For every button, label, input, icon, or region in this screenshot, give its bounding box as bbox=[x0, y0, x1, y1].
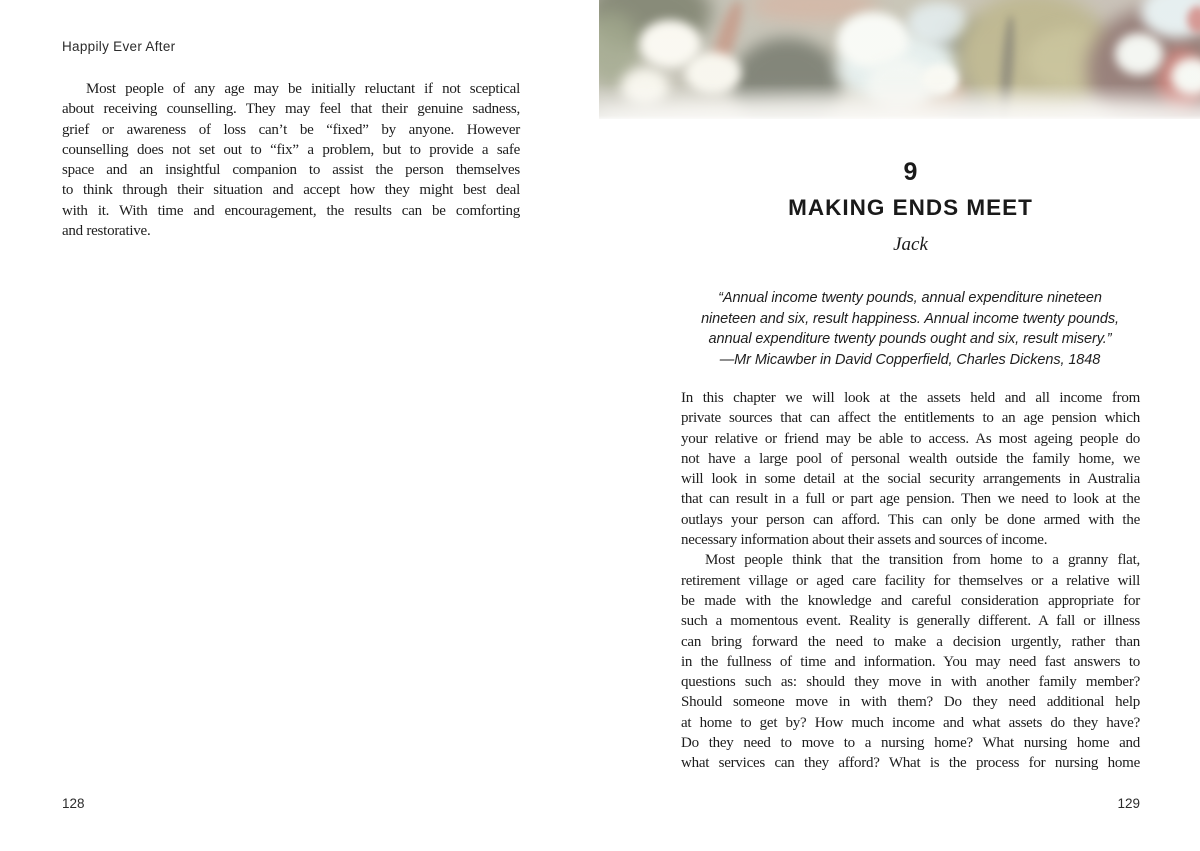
paint-blob bbox=[1141, 0, 1200, 38]
paint-blob bbox=[1187, 6, 1200, 33]
paint-blob bbox=[957, 0, 1112, 119]
text-line: will look in some detail at the social security arrangements in Australia bbox=[681, 471, 1140, 488]
text-line: that can result in a full or part age pension. Then we need to look at the bbox=[681, 491, 1140, 508]
text-line: Most people think that the transition from home to a granny flat, bbox=[705, 552, 1140, 569]
paint-blob bbox=[639, 20, 701, 68]
text-line: Do they need to move to a nursing home? What nursing home and bbox=[681, 735, 1140, 752]
text-line: space and an insightful companion to assist the person themselves bbox=[62, 162, 520, 179]
left-page-paragraph bbox=[62, 79, 520, 241]
paint-blob bbox=[599, 12, 641, 87]
text-line: in the fullness of time and information. You may need fast answers to bbox=[681, 653, 1140, 670]
text-line: necessary information about their assets and sources of income. bbox=[681, 532, 1048, 549]
paint-blob bbox=[599, 96, 1200, 119]
text-line: “Annual income twenty pounds, annual expenditure nineteen bbox=[718, 290, 1102, 306]
text-line: grief or awareness of loss can’t be “fixed” by anyone. However bbox=[62, 121, 520, 138]
paint-blob bbox=[704, 0, 747, 84]
right-page-number: 129 bbox=[1117, 796, 1140, 811]
text-line: counselling does not set out to “fix” a problem, but to provide a safe bbox=[62, 141, 520, 158]
chapter-number: 9 bbox=[903, 158, 918, 186]
paint-blob bbox=[921, 22, 1019, 119]
paint-blob bbox=[599, 0, 712, 50]
body-paragraph-2 bbox=[681, 550, 1140, 773]
text-line: —Mr Micawber in David Copperfield, Charles Dickens, 1848 bbox=[719, 351, 1101, 368]
text-line: be made with the knowledge and careful consideration appropriate for bbox=[681, 592, 1140, 609]
text-line: can bring forward the need to make a decision urgently, rather than bbox=[681, 633, 1140, 650]
paint-blob bbox=[997, 15, 1017, 119]
paint-blob bbox=[837, 12, 909, 68]
epigraph-quote bbox=[660, 288, 1160, 370]
text-line: annual expenditure twenty pounds ought and six, result misery.” bbox=[708, 331, 1112, 347]
text-line: retirement village or aged care facility for themselves or a relative will bbox=[681, 572, 1140, 589]
paint-blob bbox=[1171, 58, 1200, 95]
text-line: questions such as: should they move in with another family member? bbox=[681, 674, 1140, 691]
text-line: not have a large pool of personal wealth outside the family home, we bbox=[681, 450, 1140, 467]
text-line: Should someone move in with them? Do they need additional help bbox=[681, 694, 1140, 711]
paint-blob bbox=[731, 38, 843, 119]
chapter-title: MAKING ENDS MEET bbox=[788, 195, 1033, 220]
paint-blob bbox=[749, 0, 879, 22]
paint-blob bbox=[837, 32, 962, 104]
paint-blob bbox=[621, 68, 669, 106]
text-line: In this chapter we will look at the assets held and all income from bbox=[681, 390, 1140, 406]
text-line: nineteen and six, result happiness. Annual income twenty pounds, bbox=[701, 310, 1119, 327]
chapter-artwork-painting bbox=[599, 0, 1200, 119]
paint-blob bbox=[867, 58, 933, 110]
left-page-number: 128 bbox=[62, 796, 85, 811]
text-line: with it. With time and encouragement, the results can be comforting bbox=[62, 202, 520, 219]
paint-blob bbox=[907, 2, 969, 44]
text-line: Most people of any age may be initially reluctant if not sceptical bbox=[86, 81, 520, 97]
running-head: Happily Ever After bbox=[62, 39, 176, 54]
text-line: at home to get by? How much income and what assets do they have? bbox=[681, 714, 1140, 731]
paint-blob bbox=[1087, 8, 1200, 119]
text-line: about receiving counselling. They may feel that their genuine sadness, bbox=[62, 101, 520, 118]
text-line: to think through their situation and accept how they might best deal bbox=[62, 182, 520, 199]
paint-blob bbox=[1157, 48, 1200, 113]
body-paragraph-1 bbox=[681, 388, 1140, 550]
paint-blob bbox=[1115, 33, 1163, 75]
paint-blob bbox=[685, 52, 741, 94]
text-line: such a momentous event. Reality is generally different. A fall or illness bbox=[681, 613, 1140, 630]
chapter-author: Jack bbox=[893, 234, 928, 255]
paint-blob bbox=[922, 64, 958, 95]
text-line: private sources that can affect the entitlements to an age pension which bbox=[681, 410, 1140, 427]
text-line: your relative or friend may be able to access. As most ageing people do bbox=[681, 430, 1140, 447]
text-line: what services can they afford? What is the process for nursing home bbox=[681, 755, 1140, 772]
paint-blob bbox=[1027, 28, 1119, 90]
right-page-body bbox=[681, 388, 1140, 774]
text-line: outlays your person can afford. This can only be done armed with the bbox=[681, 511, 1140, 528]
paint-blob bbox=[891, 68, 971, 116]
text-line: and restorative. bbox=[62, 223, 151, 240]
